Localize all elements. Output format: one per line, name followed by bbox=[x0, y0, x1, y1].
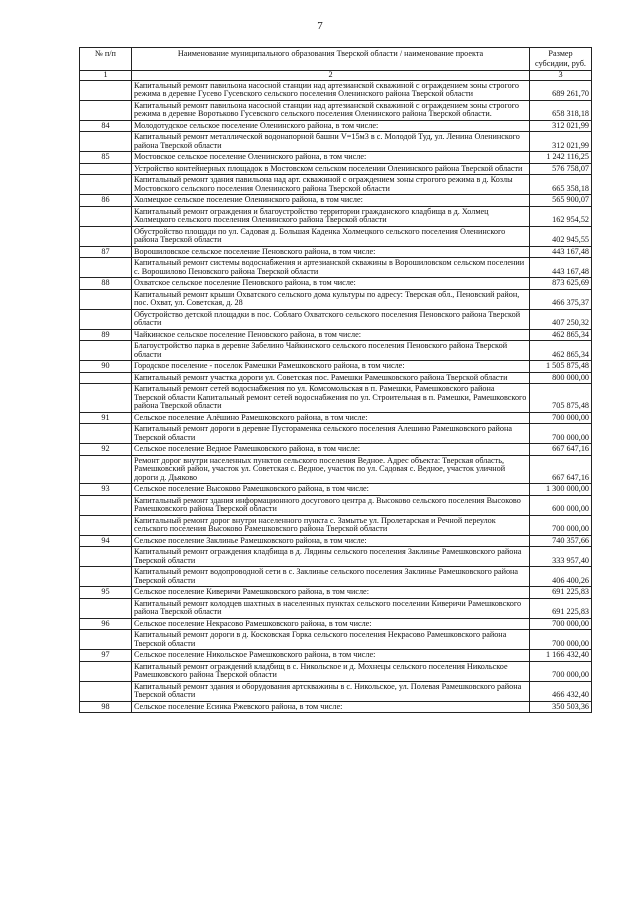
table-row-project bbox=[80, 630, 592, 650]
cell-name: Капитальный ремонт ограждения кладбища в д. Лядины сельского поселения Заклинье Рамешковского района Тверской области bbox=[132, 547, 530, 567]
cell-amount: 462 865,34 bbox=[530, 341, 592, 361]
table-row-municipality bbox=[80, 246, 592, 258]
cell-amount: 576 758,07 bbox=[530, 163, 592, 175]
cell-number bbox=[80, 384, 132, 413]
cell-number bbox=[80, 163, 132, 175]
cell-number: 94 bbox=[80, 535, 132, 547]
cell-number bbox=[80, 455, 132, 484]
cell-name: Капитальный ремонт водопроводной сети в с. Заклинье сельского поселения Заклинье Рамешковского района Тверской области bbox=[132, 567, 530, 587]
cell-amount: 600 000,00 bbox=[530, 495, 592, 515]
table-row-project bbox=[80, 547, 592, 567]
table-row-municipality bbox=[80, 120, 592, 132]
column-index: 2 bbox=[132, 71, 530, 81]
cell-name: Городское поселение - поселок Рамешки Рамешковского района, в том числе: bbox=[132, 361, 530, 373]
cell-name: Капитальный ремонт ограждений кладбищ в с. Никольское и д. Мохнецы сельского поселения Никольское Рамешковского района Тверской области bbox=[132, 661, 530, 681]
cell-amount: 740 357,66 bbox=[530, 535, 592, 547]
column-index: 1 bbox=[80, 71, 132, 81]
cell-name: Капитальный ремонт участка дороги ул. Советская пос. Рамешки Рамешковского района Тверской области bbox=[132, 372, 530, 384]
cell-amount: 1 300 000,00 bbox=[530, 484, 592, 496]
cell-amount: 665 358,18 bbox=[530, 175, 592, 195]
cell-name: Капитальный ремонт ограждения и благоустройство территории гражданского кладбища в д. Холмец Холмецкого сельского поселения Оленинского района Тверской области bbox=[132, 206, 530, 226]
header-number: № п/п bbox=[80, 48, 132, 71]
cell-amount: 700 000,00 bbox=[530, 661, 592, 681]
cell-name: Капитальный ремонт сетей водоснабжения по ул. Комсомольская в п. Рамешки, Рамешковского района Тверской области Капитальный ремонт сетей водоснабжения по ул. Строительная в п. Рамешки, Рамешковского района Тверской области bbox=[132, 384, 530, 413]
table-row-project bbox=[80, 175, 592, 195]
table-row-municipality bbox=[80, 701, 592, 713]
table-header-row bbox=[80, 48, 592, 71]
header-name: Наименование муниципального образования Тверской области / наименование проекта bbox=[132, 48, 530, 71]
table-row-municipality bbox=[80, 152, 592, 164]
cell-name: Охватское сельское поселение Пеновского района, в том числе: bbox=[132, 278, 530, 290]
table-row-project bbox=[80, 80, 592, 100]
cell-amount: 873 625,69 bbox=[530, 278, 592, 290]
table-row-project bbox=[80, 424, 592, 444]
cell-amount: 691 225,83 bbox=[530, 598, 592, 618]
cell-number bbox=[80, 80, 132, 100]
cell-number bbox=[80, 258, 132, 278]
cell-name: Обустройство площади по ул. Садовая д. Большая Каденка Холмецкого сельского поселения Оленинского района Тверской области bbox=[132, 226, 530, 246]
cell-amount: 1 166 432,40 bbox=[530, 650, 592, 662]
cell-number: 95 bbox=[80, 587, 132, 599]
cell-name: Мостовское сельское поселение Оленинского района, в том числе: bbox=[132, 152, 530, 164]
table-row-project bbox=[80, 341, 592, 361]
cell-amount: 466 432,40 bbox=[530, 681, 592, 701]
cell-number bbox=[80, 175, 132, 195]
cell-number bbox=[80, 100, 132, 120]
table-row-municipality bbox=[80, 618, 592, 630]
cell-name: Ремонт дорог внутри населенных пунктов сельского поселения Ведное. Адрес объекта: Тверская область, Рамешковский район, участок ул. Советская с. Ведное, участок по ул. Садовая с. Ведное, участок уличной дороги д. Дьяково bbox=[132, 455, 530, 484]
cell-number: 97 bbox=[80, 650, 132, 662]
cell-name: Ворошиловское сельское поселение Пеновского района, в том числе: bbox=[132, 246, 530, 258]
cell-number bbox=[80, 630, 132, 650]
table-row-project bbox=[80, 132, 592, 152]
cell-number bbox=[80, 132, 132, 152]
cell-amount: 1 242 116,25 bbox=[530, 152, 592, 164]
cell-amount: 406 400,26 bbox=[530, 567, 592, 587]
cell-name: Сельское поселение Ведное Рамешковского района, в том числе: bbox=[132, 444, 530, 456]
cell-name: Капитальный ремонт дороги в деревне Пустораменка сельского поселения Алешино Рамешковского района Тверской области bbox=[132, 424, 530, 444]
cell-amount: 667 647,16 bbox=[530, 455, 592, 484]
cell-number bbox=[80, 289, 132, 309]
cell-amount: 462 865,34 bbox=[530, 329, 592, 341]
header-amount: Размер субсидии, руб. bbox=[530, 48, 592, 71]
cell-amount: 312 021,99 bbox=[530, 132, 592, 152]
cell-amount: 800 000,00 bbox=[530, 372, 592, 384]
table-row-project bbox=[80, 384, 592, 413]
table-row-project bbox=[80, 100, 592, 120]
cell-number bbox=[80, 341, 132, 361]
cell-number bbox=[80, 567, 132, 587]
cell-amount: 700 000,00 bbox=[530, 630, 592, 650]
table-row-project bbox=[80, 495, 592, 515]
cell-name: Благоустройство парка в деревне Забелино Чайкинского сельского поселения Пеновского района Тверской области bbox=[132, 341, 530, 361]
cell-amount: 667 647,16 bbox=[530, 444, 592, 456]
cell-amount: 705 875,48 bbox=[530, 384, 592, 413]
table-body bbox=[80, 80, 592, 713]
cell-name: Сельское поселение Заклинье Рамешковского района, в том числе: bbox=[132, 535, 530, 547]
table-row-project bbox=[80, 163, 592, 175]
cell-name: Устройство контейнерных площадок в Мостовском сельском поселении Оленинского района Тверской области bbox=[132, 163, 530, 175]
table-row-municipality bbox=[80, 484, 592, 496]
cell-number: 90 bbox=[80, 361, 132, 373]
cell-amount: 689 261,70 bbox=[530, 80, 592, 100]
cell-number bbox=[80, 372, 132, 384]
cell-number bbox=[80, 424, 132, 444]
cell-name: Капитальный ремонт дорог внутри населенного пункта с. Замытье ул. Пролетарская и Речной переулок сельского поселения Высоково Рамешковского района Тверской области bbox=[132, 515, 530, 535]
cell-amount: 700 000,00 bbox=[530, 618, 592, 630]
cell-name: Капитальный ремонт павильона насосной станции над артезианской скважиной с ограждением зоны строгого режима в деревне Воротьково Гусевского сельского поселения Оленинского района Тверской области. bbox=[132, 100, 530, 120]
cell-number: 91 bbox=[80, 412, 132, 424]
cell-number bbox=[80, 681, 132, 701]
cell-name: Сельское поселение Есинка Ржевского района, в том числе: bbox=[132, 701, 530, 713]
cell-name: Капитальный ремонт металлической водонапорной башни V=15м3 в с. Молодой Туд, ул. Ленина Оленинского района Тверской области bbox=[132, 132, 530, 152]
cell-name: Капитальный ремонт системы водоснабжения и артезианской скважины в Ворошиловском сельском поселении с. Ворошилово Пеновского района Тверской области bbox=[132, 258, 530, 278]
cell-name: Капитальный ремонт крыши Охватского сельского дома культуры по адресу: Тверская обл., Пеновский район, пос. Охват, ул. Советская, д. 28 bbox=[132, 289, 530, 309]
cell-number bbox=[80, 309, 132, 329]
cell-number bbox=[80, 515, 132, 535]
cell-name: Сельское поселение Алёшино Рамешковского района, в том числе: bbox=[132, 412, 530, 424]
table-row-municipality bbox=[80, 361, 592, 373]
cell-name: Сельское поселение Некрасово Рамешковского района, в том числе: bbox=[132, 618, 530, 630]
table-row-project bbox=[80, 258, 592, 278]
cell-name: Холмецкое сельское поселение Оленинского района, в том числе: bbox=[132, 195, 530, 207]
cell-amount: 350 503,36 bbox=[530, 701, 592, 713]
cell-name: Обустройство детской площадки в пос. Соблаго Охватского сельского поселения Пеновского района Тверской области bbox=[132, 309, 530, 329]
cell-name: Сельское поселение Киверичи Рамешковского района, в том числе: bbox=[132, 587, 530, 599]
cell-number: 86 bbox=[80, 195, 132, 207]
cell-amount: 443 167,48 bbox=[530, 246, 592, 258]
cell-number: 92 bbox=[80, 444, 132, 456]
cell-number: 96 bbox=[80, 618, 132, 630]
table-row-project bbox=[80, 206, 592, 226]
table-row-project bbox=[80, 515, 592, 535]
cell-amount: 1 505 875,48 bbox=[530, 361, 592, 373]
cell-number: 93 bbox=[80, 484, 132, 496]
cell-number: 89 bbox=[80, 329, 132, 341]
cell-number: 84 bbox=[80, 120, 132, 132]
table-row-municipality bbox=[80, 587, 592, 599]
cell-amount: 312 021,99 bbox=[530, 120, 592, 132]
table-row-project bbox=[80, 455, 592, 484]
cell-amount: 443 167,48 bbox=[530, 258, 592, 278]
table-row-project bbox=[80, 309, 592, 329]
table-row-municipality bbox=[80, 650, 592, 662]
column-index: 3 bbox=[530, 71, 592, 81]
page-number: 7 bbox=[317, 20, 323, 32]
cell-amount: 700 000,00 bbox=[530, 412, 592, 424]
cell-name: Капитальный ремонт дороги в д. Косковская Горка сельского поселения Некрасово Рамешковского района Тверской области bbox=[132, 630, 530, 650]
cell-name: Сельское поселение Высоково Рамешковского района, в том числе: bbox=[132, 484, 530, 496]
cell-name: Молодотудское сельское поселение Оленинского района, в том числе: bbox=[132, 120, 530, 132]
cell-name: Капитальный ремонт колодцев шахтных в населенных пунктах сельского поселении Киверичи Рамешковского района Тверской области bbox=[132, 598, 530, 618]
table-row-project bbox=[80, 598, 592, 618]
cell-name: Капитальный ремонт здания информационного досугового центра д. Высоково сельского поселения Высоково Рамешковского района Тверской области bbox=[132, 495, 530, 515]
table-row-municipality bbox=[80, 278, 592, 290]
cell-amount: 565 900,07 bbox=[530, 195, 592, 207]
cell-amount: 700 000,00 bbox=[530, 515, 592, 535]
table-row-project bbox=[80, 226, 592, 246]
cell-amount: 333 957,40 bbox=[530, 547, 592, 567]
cell-amount: 162 954,52 bbox=[530, 206, 592, 226]
cell-amount: 466 375,37 bbox=[530, 289, 592, 309]
cell-number bbox=[80, 598, 132, 618]
cell-amount: 407 250,32 bbox=[530, 309, 592, 329]
cell-name: Капитальный ремонт павильона насосной станции над артезианской скважиной с ограждением зоны строгого режима в деревне Гусево Гусевского сельского поселения Оленинского района Тверской области bbox=[132, 80, 530, 100]
table-row-project bbox=[80, 661, 592, 681]
table-row-project bbox=[80, 681, 592, 701]
table-row-project bbox=[80, 289, 592, 309]
column-index-row bbox=[80, 71, 592, 81]
cell-amount: 402 945,55 bbox=[530, 226, 592, 246]
table-row-municipality bbox=[80, 535, 592, 547]
table-row-municipality bbox=[80, 412, 592, 424]
cell-number bbox=[80, 206, 132, 226]
table-row-municipality bbox=[80, 444, 592, 456]
table-row-project bbox=[80, 567, 592, 587]
cell-name: Капитальный ремонт здания павильона над арт. скважиной с ограждением зоны строгого режима в д. Козлы Мостовского сельского поселения Оленинского района Тверской области bbox=[132, 175, 530, 195]
cell-number bbox=[80, 547, 132, 567]
cell-number bbox=[80, 495, 132, 515]
cell-amount: 691 225,83 bbox=[530, 587, 592, 599]
table-row-municipality bbox=[80, 195, 592, 207]
cell-number: 87 bbox=[80, 246, 132, 258]
cell-number: 88 bbox=[80, 278, 132, 290]
cell-name: Сельское поселение Никольское Рамешковского района, в том числе: bbox=[132, 650, 530, 662]
cell-number: 98 bbox=[80, 701, 132, 713]
cell-number bbox=[80, 661, 132, 681]
cell-name: Капитальный ремонт здания и оборудования артскважины в с. Никольское, ул. Полевая Рамешковского района Тверской области bbox=[132, 681, 530, 701]
cell-number bbox=[80, 226, 132, 246]
table-row-project bbox=[80, 372, 592, 384]
table-row-municipality bbox=[80, 329, 592, 341]
subsidy-table bbox=[79, 47, 592, 713]
cell-number: 85 bbox=[80, 152, 132, 164]
cell-amount: 658 318,18 bbox=[530, 100, 592, 120]
cell-name: Чайкинское сельское поселение Пеновского района, в том числе: bbox=[132, 329, 530, 341]
cell-amount: 700 000,00 bbox=[530, 424, 592, 444]
